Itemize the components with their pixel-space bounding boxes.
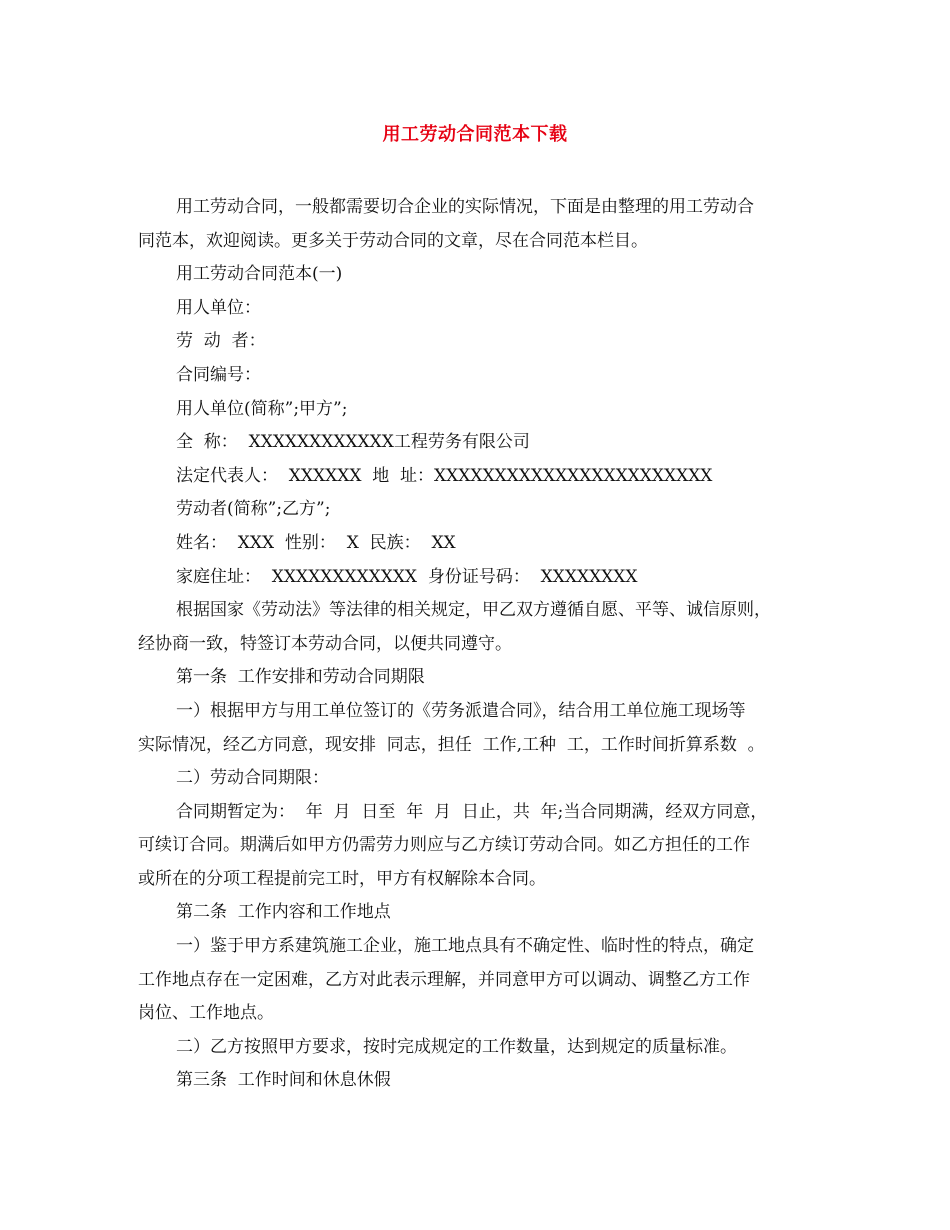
body-paragraph <box>138 258 818 292</box>
paragraph-line: 全 称： XXXXXXXXXXXX工程劳务有限公司 <box>176 432 530 453</box>
body-paragraph <box>138 493 818 527</box>
paragraph-line: 用人单位(简称”;甲方”; <box>176 398 348 419</box>
paragraph-line: 家庭住址： XXXXXXXXXXXX 身份证号码： XXXXXXXX <box>176 566 638 587</box>
body-paragraph <box>138 527 818 561</box>
body-paragraph <box>138 695 818 762</box>
paragraph-line: 第二条 工作内容和工作地点 <box>176 902 391 923</box>
paragraph-line: 合同编号： <box>176 364 261 385</box>
body-paragraph <box>138 661 818 695</box>
paragraph-line: 二）劳动合同期限： <box>176 768 329 789</box>
body-paragraph <box>138 460 818 494</box>
body-paragraph <box>138 762 818 796</box>
paragraph-line: 用人单位： <box>176 297 261 318</box>
body-paragraph <box>138 359 818 393</box>
body-paragraph <box>138 393 818 427</box>
body-paragraph <box>138 594 818 661</box>
document-title: 用工劳动合同范本下载 <box>382 124 568 145</box>
paragraph-line: 劳动者(简称”;乙方”; <box>176 499 331 520</box>
paragraph-line: 可续订合同。期满后如甲方仍需劳力则应与乙方续订劳动合同。如乙方担任的工作 <box>138 835 750 856</box>
paragraph-line: 法定代表人： XXXXXX 地 址：XXXXXXXXXXXXXXXXXXXXXXX <box>176 465 713 486</box>
paragraph-line: 同范本，欢迎阅读。更多关于劳动合同的文章，尽在合同范本栏目。 <box>138 230 648 251</box>
paragraph-line: 或所在的分项工程提前完工时，甲方有权解除本合同。 <box>138 868 546 889</box>
paragraph-line: 一）鉴于甲方系建筑施工企业，施工地点具有不确定性、临时性的特点，确定 <box>176 936 754 957</box>
paragraph-line: 根据国家《劳动法》等法律的相关规定，甲乙双方遵循自愿、平等、诚信原则， <box>176 600 771 621</box>
paragraph-line: 一）根据甲方与用工单位签订的《劳务派遣合同》，结合用工单位施工现场等 <box>176 700 746 721</box>
body-paragraph <box>138 292 818 326</box>
paragraph-line: 劳 动 者： <box>176 331 266 352</box>
body-paragraph <box>138 325 818 359</box>
body-paragraph <box>138 191 818 258</box>
body-paragraph <box>138 930 818 1031</box>
paragraph-line: 用工劳动合同，一般都需要切合企业的实际情况，下面是由整理的用工劳动合 <box>176 197 754 217</box>
paragraph-line: 用工劳动合同范本(一) <box>176 264 343 285</box>
body-paragraph <box>138 896 818 930</box>
paragraph-line: 合同期暂定为： 年 月 日至 年 月 日止，共 年;当合同期满，经双方同意， <box>176 801 768 822</box>
paragraph-line: 实际情况，经乙方同意，现安排 同志，担任 工作,工种 工，工作时间折算系数 。 <box>138 734 765 755</box>
paragraph-line: 第三条 工作时间和休息休假 <box>176 1070 391 1091</box>
body-paragraph <box>138 796 818 897</box>
paragraph-line: 工作地点存在一定困难，乙方对此表示理解，并同意甲方可以调动、调整乙方工作 <box>138 969 750 990</box>
body-paragraph <box>138 426 818 460</box>
paragraph-line: 姓名： XXX 性别： X 民族： XX <box>176 532 456 553</box>
body-paragraph <box>138 1064 818 1098</box>
document-body <box>138 191 818 1098</box>
body-paragraph <box>138 1031 818 1065</box>
paragraph-line: 第一条 工作安排和劳动合同期限 <box>176 667 425 688</box>
paragraph-line: 岗位、工作地点。 <box>138 1003 274 1024</box>
paragraph-line: 经协商一致，特签订本劳动合同，以便共同遵守。 <box>138 633 512 654</box>
body-paragraph <box>138 561 818 595</box>
paragraph-line: 二）乙方按照甲方要求，按时完成规定的工作数量，达到规定的质量标准。 <box>176 1036 737 1057</box>
